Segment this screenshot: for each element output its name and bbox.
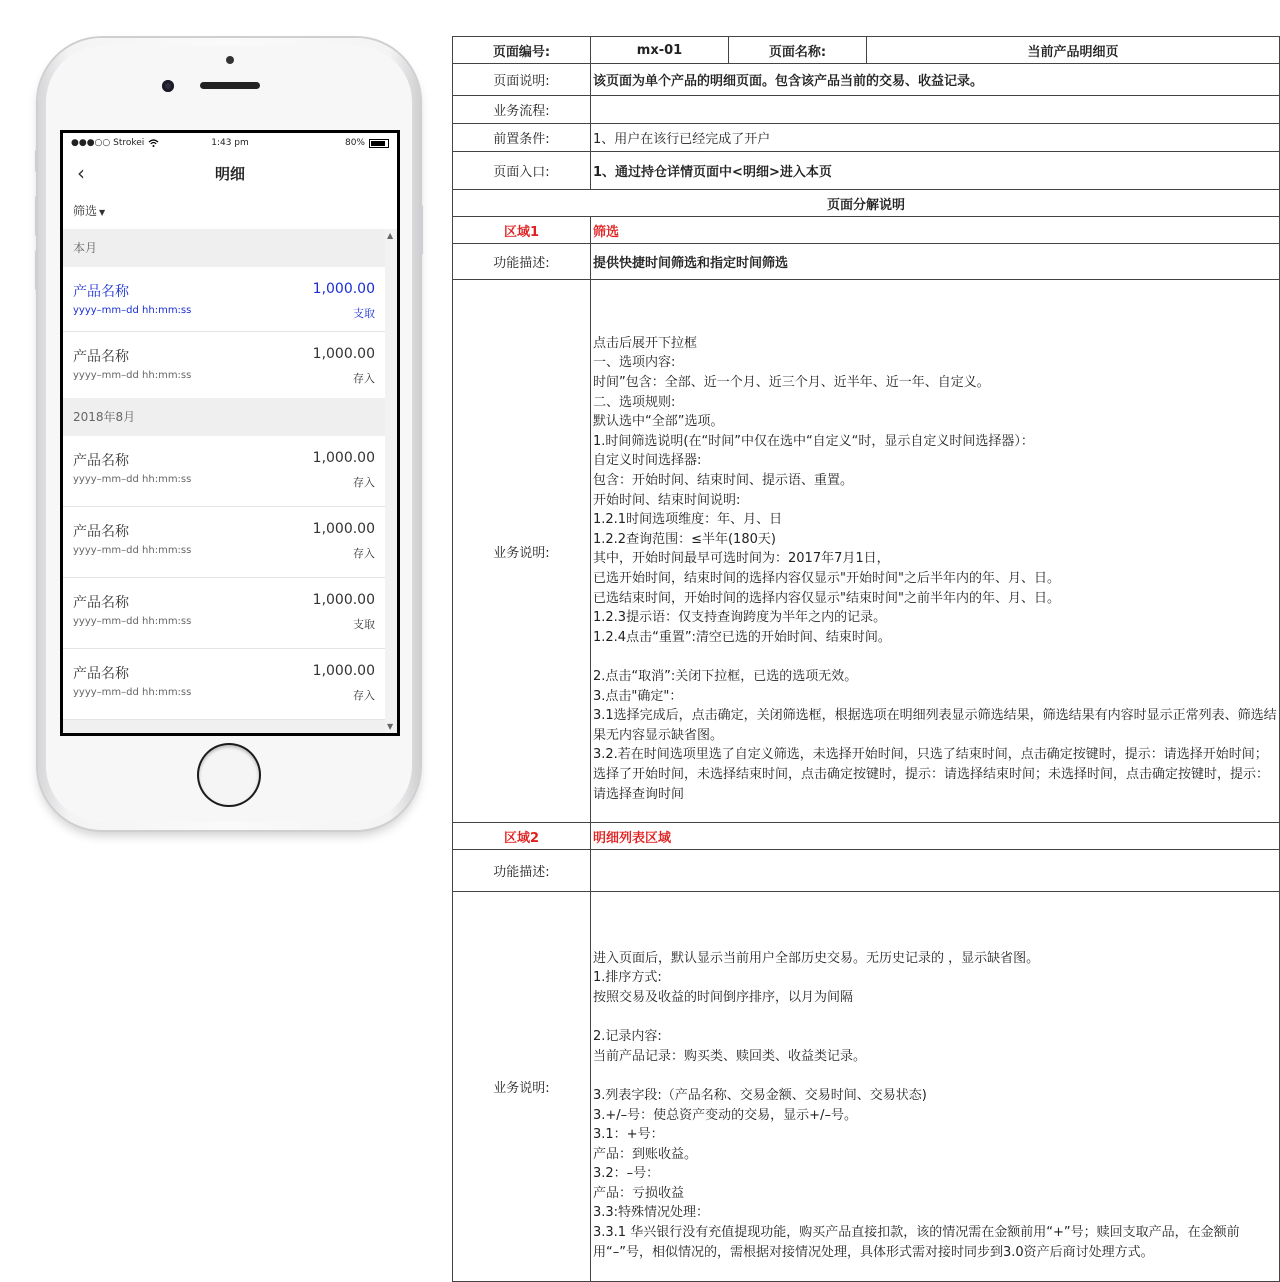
carrier-label: ●●●○○ Strokei xyxy=(71,138,145,148)
page-name-value: 当前产品明细页 xyxy=(867,37,1280,64)
transaction-amount: 1,000.00 xyxy=(312,346,375,362)
phone-screen xyxy=(60,130,400,736)
entry-value: 1、通过持仓详情页面中<明细>进入本页 xyxy=(591,152,1280,190)
area1-func-value: 提供快捷时间筛选和指定时间筛选 xyxy=(591,244,1280,280)
phone-volume-up xyxy=(35,196,38,236)
spec-row-desc xyxy=(453,64,1280,96)
nav-bar xyxy=(63,153,397,193)
filter-dropdown[interactable] xyxy=(63,193,397,229)
area2-biz-label: 业务说明: xyxy=(453,892,591,1282)
transaction-amount: 1,000.00 xyxy=(312,663,375,679)
product-name: 产品名称 xyxy=(73,453,129,469)
page-desc-label: 页面说明: xyxy=(453,64,591,96)
transaction-row[interactable] xyxy=(63,267,385,332)
transaction-state: 存入 xyxy=(353,689,375,702)
transaction-time: yyyy–mm–dd hh:mm:ss xyxy=(73,474,192,485)
transaction-row[interactable] xyxy=(63,507,385,578)
spec-row-area1-biz xyxy=(453,280,1280,823)
transaction-list xyxy=(63,229,385,733)
transaction-time: yyyy–mm–dd hh:mm:ss xyxy=(73,370,192,381)
back-icon[interactable]: ‹ xyxy=(77,161,85,185)
area1-func-label: 功能描述: xyxy=(453,244,591,280)
spec-row-entry xyxy=(453,152,1280,190)
scrollbar[interactable] xyxy=(385,229,397,733)
page-title: 明细 xyxy=(214,165,245,183)
caret-down-icon: ▼ xyxy=(99,208,106,217)
transaction-amount: 1,000.00 xyxy=(312,450,375,466)
status-left xyxy=(71,138,159,148)
transaction-state: 存入 xyxy=(353,372,375,385)
spec-row-area2-func xyxy=(453,850,1280,892)
transaction-state: 支取 xyxy=(353,307,375,320)
transaction-time: yyyy–mm–dd hh:mm:ss xyxy=(73,545,192,556)
status-bar xyxy=(63,133,397,153)
page-name-label: 页面名称: xyxy=(729,37,867,64)
product-name: 产品名称 xyxy=(73,524,129,540)
product-name: 产品名称 xyxy=(73,595,129,611)
transaction-amount: 1,000.00 xyxy=(312,521,375,537)
area2-func-label: 功能描述: xyxy=(453,850,591,892)
spec-row-area1-func xyxy=(453,244,1280,280)
transaction-state: 存入 xyxy=(353,476,375,489)
spec-row-pre xyxy=(453,124,1280,152)
scroll-up-icon[interactable]: ▲ xyxy=(387,231,394,240)
flow-value xyxy=(591,96,1280,124)
page-no-value: mx-01 xyxy=(591,37,729,64)
page-no-label: 页面编号: xyxy=(453,37,591,64)
wifi-icon xyxy=(148,139,159,147)
transaction-time: yyyy–mm–dd hh:mm:ss xyxy=(73,687,192,698)
spec-row-section xyxy=(453,190,1280,217)
area1-label: 区域1 xyxy=(453,217,591,244)
area2-name: 明细列表区域 xyxy=(591,823,1280,850)
phone-camera xyxy=(162,80,174,92)
phone-sensor xyxy=(226,56,234,64)
spec-row-area2-biz xyxy=(453,892,1280,1282)
month-header: 2018年8月 xyxy=(63,398,385,436)
pre-label: 前置条件: xyxy=(453,124,591,152)
status-right xyxy=(345,138,389,148)
scroll-down-icon[interactable]: ▼ xyxy=(387,722,394,731)
battery-icon xyxy=(369,139,389,148)
spec-row-area2 xyxy=(453,823,1280,850)
area1-name: 筛选 xyxy=(591,217,1280,244)
area1-biz-label: 业务说明: xyxy=(453,280,591,823)
status-time: 1:43 pm xyxy=(211,138,249,148)
app-screen xyxy=(63,133,397,733)
flow-label: 业务流程: xyxy=(453,96,591,124)
battery-percent: 80% xyxy=(344,138,365,148)
spec-table xyxy=(452,36,1280,1282)
product-name: 产品名称 xyxy=(73,349,129,365)
phone-volume-down xyxy=(35,250,38,290)
transaction-state: 存入 xyxy=(353,547,375,560)
pre-value: 1、用户在该行已经完成了开户 xyxy=(591,124,1280,152)
filter-label: 筛选 xyxy=(73,204,98,218)
spec-row-area1 xyxy=(453,217,1280,244)
area1-biz-value: 点击后展开下拉框 一、选项内容: 时间”包含：全部、近一个月、近三个月、近半年、近一年、自定义。 二、选项规则: 默认选中“全部”选项。 1.时间筛选说明(在“时间”中仅在选中“自定义“时，显示自定义时间选择器）： 自定义时间选择器: 包含：开始时间、结束时间、提示语、重置。 开始时间、结束时间说明: 1.2.1时间选项维度：年、月、日 1.2.2查询范围：≤半年(180天) 其中，开始时间最早可选时间为：2017年7月1日， 已选开始时间，结束时间的选择内容仅显示"开始时间"之后半年内的年、月、日。 已选结束时间，开始时间的选择内容仅显示"结束时间"之前半年内的年、月、日。 1.2.3提示语：仅支持查询跨度为半年之内的记录。 1.2.4点击“重置”:清空已选的开始时间、结束时间。 2.点击“取消”:关闭下拉框，已选的选项无效。 3.点击"确定"： 3.1选择完成后，点击确定，关闭筛选框，根据选项在明细列表显示筛选结果，筛选结果有内容时显示正常列表、筛选结果无内容显示缺省图。 3.2.若在时间选项里选了自定义筛选，未选择开始时间，只选了结束时间，点击确定按键时，提示：请选择开始时间；选择了开始时间，未选择结束时间，点击确定按键时，提示：请选择结束时间；未选择时间，点击确定按键时，提示：请选择查询时间 xyxy=(591,280,1280,823)
product-name: 产品名称 xyxy=(73,284,129,300)
area2-label: 区域2 xyxy=(453,823,591,850)
area2-biz-value: 进入页面后，默认显示当前用户全部历史交易。无历史记录的 ，显示缺省图。 1.排序方式: 按照交易及收益的时间倒序排序，以月为间隔 2.记录内容: 当前产品记录：购买类、赎回类、收益类记录。 3.列表字段:（产品名称、交易金额、交易时间、交易状态) 3.+/–号：使总资产变动的交易，显示+/–号。 3.1：+号： 产品：到账收益。 3.2：–号： 产品：亏损收益 3.3:特殊情况处理： 3.3.1 华兴银行没有充值提现功能，购买产品直接扣款，该的情况需在金额前用“+”号；赎回支取产品，在金额前用“–”号，相似情况的，需根据对接情况处理，具体形式需对接时同步到3.0资产后商讨处理方式。 xyxy=(591,892,1280,1282)
transaction-amount: 1,000.00 xyxy=(312,281,375,297)
area2-func-value xyxy=(591,850,1280,892)
transaction-row[interactable] xyxy=(63,332,385,398)
phone-speaker xyxy=(200,82,260,89)
spec-row-flow xyxy=(453,96,1280,124)
phone-mute-switch xyxy=(35,150,38,172)
entry-label: 页面入口: xyxy=(453,152,591,190)
phone-power-button xyxy=(420,205,423,255)
transaction-time: yyyy–mm–dd hh:mm:ss xyxy=(73,305,192,316)
spec-row-header xyxy=(453,37,1280,64)
month-header: 本月 xyxy=(63,229,385,267)
transaction-time: yyyy–mm–dd hh:mm:ss xyxy=(73,616,192,627)
product-name: 产品名称 xyxy=(73,666,129,682)
transaction-row[interactable] xyxy=(63,578,385,649)
page-desc-value: 该页面为单个产品的明细页面。包含该产品当前的交易、收益记录。 xyxy=(591,64,1280,96)
transaction-row[interactable] xyxy=(63,436,385,507)
transaction-row[interactable] xyxy=(63,649,385,720)
transaction-state: 支取 xyxy=(353,618,375,631)
transaction-amount: 1,000.00 xyxy=(312,592,375,608)
section-header: 页面分解说明 xyxy=(453,190,1280,217)
phone-home-button[interactable] xyxy=(199,745,259,805)
